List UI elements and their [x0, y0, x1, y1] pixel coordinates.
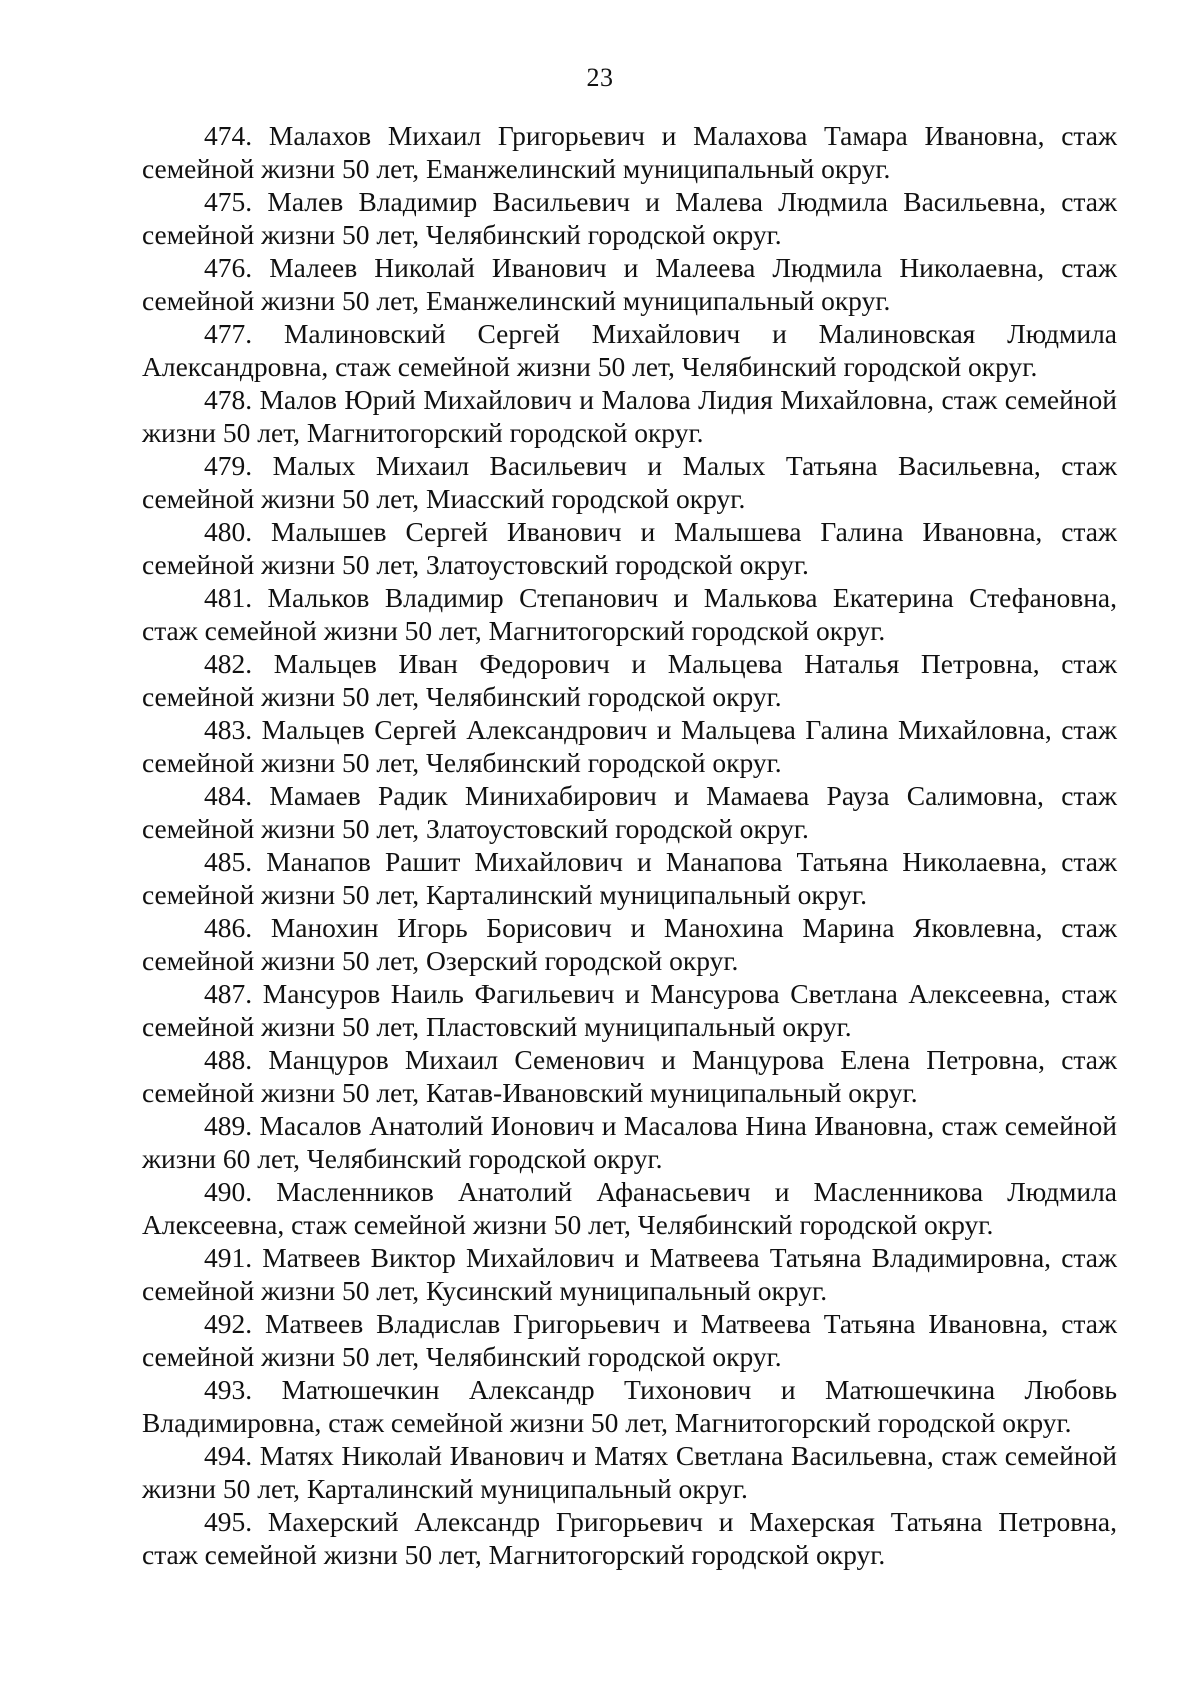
entry-list	[142, 119, 1117, 1571]
list-item: 476. Малеев Николай Иванович и Малеева Людмила Николаевна, стаж семейной жизни 50 лет, Еманжелинский муниципальный округ.	[142, 252, 1117, 316]
list-item: 493. Матюшечкин Александр Тихонович и Матюшечкина Любовь Владимировна, стаж семейной жизни 50 лет, Магнитогорский городской округ.	[142, 1374, 1117, 1438]
list-item: 474. Малахов Михаил Григорьевич и Малахова Тамара Ивановна, стаж семейной жизни 50 лет, Еманжелинский муниципальный округ.	[142, 120, 1117, 184]
list-item: 477. Малиновский Сергей Михайлович и Малиновская Людмила Александровна, стаж семейной жизни 50 лет, Челябинский городской округ.	[142, 318, 1117, 382]
list-item: 485. Манапов Рашит Михайлович и Манапова Татьяна Николаевна, стаж семейной жизни 50 лет, Карталинский муниципальный округ.	[142, 846, 1117, 910]
list-item: 489. Масалов Анатолий Ионович и Масалова Нина Ивановна, стаж семейной жизни 60 лет, Челябинский городской округ.	[142, 1110, 1117, 1174]
list-item: 482. Мальцев Иван Федорович и Мальцева Наталья Петровна, стаж семейной жизни 50 лет, Челябинский городской округ.	[142, 648, 1117, 712]
list-item: 486. Манохин Игорь Борисович и Манохина Марина Яковлевна, стаж семейной жизни 50 лет, Озерский городской округ.	[142, 912, 1117, 976]
list-item: 475. Малев Владимир Васильевич и Малева Людмила Васильевна, стаж семейной жизни 50 лет, Челябинский городской округ.	[142, 186, 1117, 250]
list-item: 487. Мансуров Наиль Фагильевич и Мансурова Светлана Алексеевна, стаж семейной жизни 50 лет, Пластовский муниципальный округ.	[142, 978, 1117, 1042]
list-item: 479. Малых Михаил Васильевич и Малых Татьяна Васильевна, стаж семейной жизни 50 лет, Миасский городской округ.	[142, 450, 1117, 514]
list-item: 491. Матвеев Виктор Михайлович и Матвеева Татьяна Владимировна, стаж семейной жизни 50 лет, Кусинский муниципальный округ.	[142, 1242, 1117, 1306]
page-number: 23	[586, 63, 614, 92]
list-item: 495. Махерский Александр Григорьевич и Махерская Татьяна Петровна, стаж семейной жизни 50 лет, Магнитогорский городской округ.	[142, 1506, 1117, 1570]
list-item: 488. Манцуров Михаил Семенович и Манцурова Елена Петровна, стаж семейной жизни 50 лет, Катав-Ивановский муниципальный округ.	[142, 1044, 1117, 1108]
list-item: 480. Малышев Сергей Иванович и Малышева Галина Ивановна, стаж семейной жизни 50 лет, Златоустовский городской округ.	[142, 516, 1117, 580]
list-item: 481. Мальков Владимир Степанович и Малькова Екатерина Стефановна, стаж семейной жизни 50 лет, Магнитогорский городской округ.	[142, 582, 1117, 646]
list-item: 483. Мальцев Сергей Александрович и Мальцева Галина Михайловна, стаж семейной жизни 50 лет, Челябинский городской округ.	[142, 714, 1117, 778]
list-item: 484. Мамаев Радик Минихабирович и Мамаева Рауза Салимовна, стаж семейной жизни 50 лет, Златоустовский городской округ.	[142, 780, 1117, 844]
list-item: 478. Малов Юрий Михайлович и Малова Лидия Михайловна, стаж семейной жизни 50 лет, Магнитогорский городской округ.	[142, 384, 1117, 448]
list-item: 490. Масленников Анатолий Афанасьевич и Масленникова Людмила Алексеевна, стаж семейной жизни 50 лет, Челябинский городской округ.	[142, 1176, 1117, 1240]
list-item: 494. Матях Николай Иванович и Матях Светлана Васильевна, стаж семейной жизни 50 лет, Карталинский муниципальный округ.	[142, 1440, 1117, 1504]
list-item: 492. Матвеев Владислав Григорьевич и Матвеева Татьяна Ивановна, стаж семейной жизни 50 лет, Челябинский городской округ.	[142, 1308, 1117, 1372]
